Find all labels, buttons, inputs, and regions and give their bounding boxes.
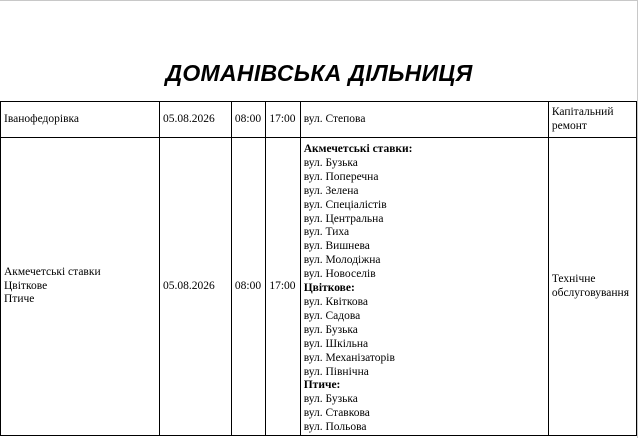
village-heading: Акмечетські ставки: [303,143,413,155]
street-item: вул. Бузька [303,393,358,406]
streets-cell [300,138,548,436]
table-row [1,138,637,436]
streets-cell: вул. Степова [300,102,548,138]
street-item: вул. Вишнева [303,240,370,253]
village-heading: Птиче: [303,379,341,392]
work-type-cell: Технічне обслуговування [548,138,636,436]
street-item: вул. Поперечна [303,170,379,183]
street-item: вул. Механізаторів [303,351,395,364]
end-time-cell: 17:00 [266,102,300,138]
village-heading: Цвіткове: [303,282,355,295]
outage-schedule-table [0,101,637,436]
start-time-cell: 08:00 [231,102,265,138]
street-item: вул. Центральна [303,212,384,225]
street-item: вул. Бузька [303,323,358,336]
date-cell: 05.08.2026 [160,102,232,138]
street-item: вул. Молодіжна [303,254,381,267]
date-cell: 05.08.2026 [160,138,232,436]
settlement-name: Акмечетські ставки [4,265,101,278]
settlement-name: Птиче [4,293,35,306]
start-time-cell: 08:00 [231,138,265,436]
table-row [1,102,637,138]
end-time-cell: 17:00 [266,138,300,436]
street-item: вул. Квіткова [303,295,368,308]
street-item: вул. Зелена [303,184,359,197]
settlement-name: Цвіткове [4,279,48,292]
page-border-top [0,0,638,1]
page-title: ДОМАНІВСЬКА ДІЛЬНИЦЯ [165,60,473,86]
settlement-name: Іванофедорівка [4,112,80,125]
street-item: вул. Бузька [303,156,358,169]
street-item: вул. Новоселів [303,268,376,281]
street-item: вул. Ставкова [303,407,370,420]
street-item: вул. Спеціалістів [303,198,387,211]
street-item: вул. Північна [303,365,369,378]
street-item: вул. Шкільна [303,337,369,350]
street-item: вул. Тиха [303,226,350,239]
settlement-cell [1,102,160,138]
street-item: вул. Садова [303,309,361,322]
work-type-cell: Капітальний ремонт [548,102,636,138]
settlement-cell [1,138,160,436]
street-item: вул. Польова [303,421,367,434]
